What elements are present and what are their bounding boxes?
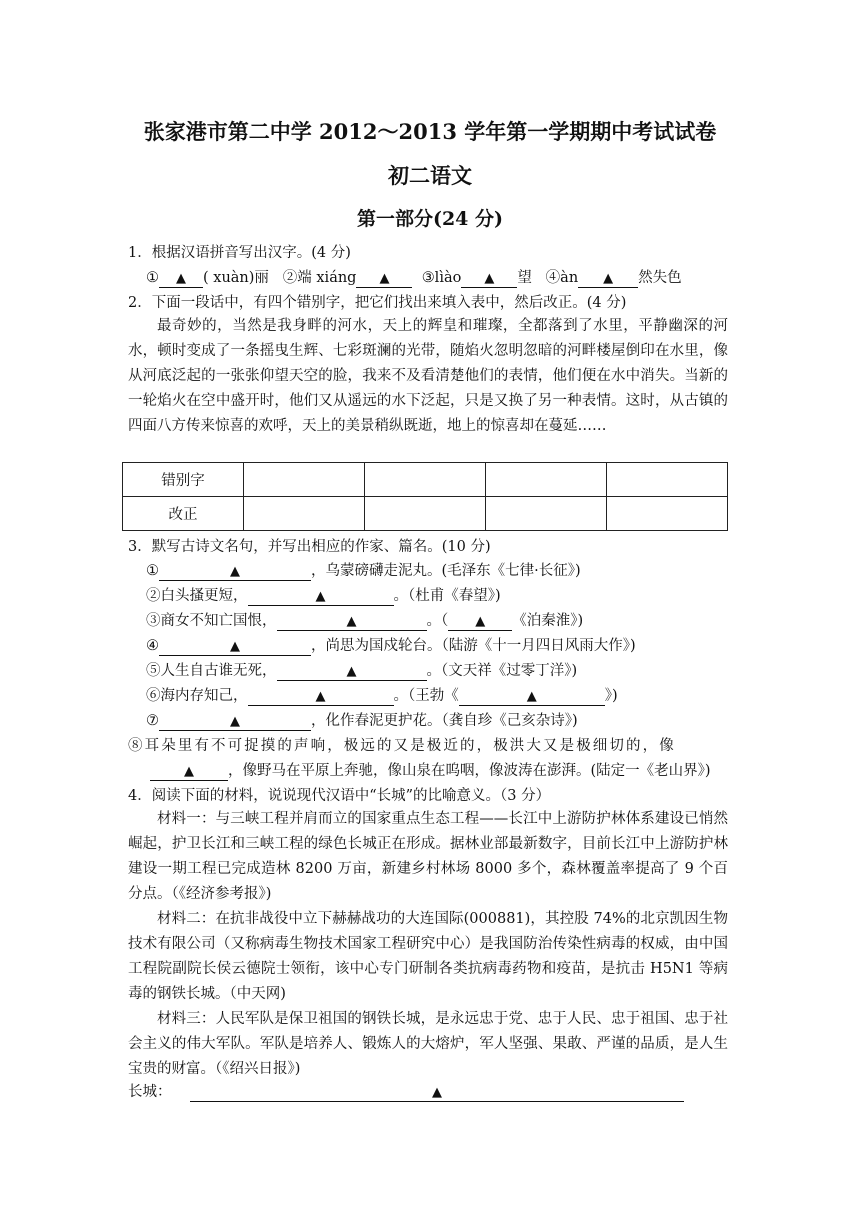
q1-blank-1[interactable] [159,269,203,288]
q3-line-1 [146,561,581,581]
q3-l5-pre: ⑤人生自古谁无死， [146,663,277,679]
subject-title: 初二语文 [388,163,472,188]
q1-blank-4[interactable] [578,269,638,288]
q3-blank-7[interactable] [159,712,311,731]
table-cell-input[interactable] [244,463,365,497]
q3-line-8b [150,761,711,781]
part-title: 第一部分(24 分) [356,208,504,230]
answer-marker-icon: ▲ [526,689,537,704]
error-correction-table [122,462,728,531]
q1-items [146,268,682,288]
q3-l8-post: ，像野马在平原上奔驰，像山泉在呜咽，像波涛在澎湃。(陆定一《老山界》) [228,763,711,779]
table-cell-input[interactable] [486,463,607,497]
q3-l3-pre: ③商女不知亡国恨， [146,613,277,629]
table-cell-input[interactable] [486,497,607,531]
q3-l4-pre: ④ [146,638,159,654]
q2-stem: 2．下面一段话中，有四个错别字，把它们找出来填入表中，然后改正。(4 分) [128,295,627,311]
q4-material-2: 材料二：在抗非战役中立下赫赫战功的大连国际(000881)，其控股 74%的北京凯因生物技术有限公司（又称病毒生物技术国家工程研究中心）是我国防治传染性病毒的权威，由中国工程院副院长侯云德院士领衔，该中心专门研制各类抗病毒药物和疫苗，是抗击 H5N1 等病毒的钢铁长城。（中天网) [128,911,728,1002]
q1-item3-after: 望 [517,270,532,286]
q3-line-4 [146,636,636,656]
q3-l6-pre: ⑥海内存知己， [146,688,248,704]
table-row [123,497,728,531]
answer-marker-icon: ▲ [230,564,240,579]
q1-item1-num: ① [146,270,159,286]
q3-stem: 3．默写古诗文名句，并写出相应的作家、篇名。(10 分) [128,539,491,555]
q3-blank-6[interactable] [248,687,394,706]
table-cell-input[interactable] [365,497,486,531]
q3-l1-pre: ① [146,563,159,579]
table-row [123,463,728,497]
q2-passage: 最奇妙的，当然是我身畔的河水，天上的辉皇和璀璨，全都落到了水里，平静幽深的河水，顿时变成了一条摇曳生辉、七彩斑澜的光带，随焰火忽明忽暗的河畔楼屋倒印在水里，像从河底泛起的一张张仰望天空的脸，我来不及看清楚他们的表情，他们便在水中消失。当新的一轮焰火在空中盛开时，他们又从遥远的水下泛起，只是又换了另一种表情。这时，从古镇的四面八方传来惊喜的欢呼，天上的美景稍纵既逝，地上的惊喜却在蔓延…… [128,318,728,434]
q3-blank-1[interactable] [159,562,311,581]
q3-blank-6-title[interactable] [459,687,605,706]
q1-item3-pre: ③lìào [421,270,462,286]
q3-line-6 [146,686,618,706]
answer-marker-icon: ▲ [475,614,486,629]
q3-line-7 [146,711,578,731]
q4-answer-blank[interactable] [190,1083,684,1102]
q1-item2-pre: ②端 xiáng [282,270,357,286]
answer-marker-icon: ▲ [230,639,240,654]
q3-blank-5[interactable] [277,662,427,681]
q4-material-1: 材料一：与三峡工程并肩而立的国家重点生态工程——长江中上游防护林体系建设已悄然崛起，护卫长江和三峡工程的绿色长城正在形成。据林业部最新数字，目前长江中上游防护林建设一期工程已完成造林 8200 万亩，新建乡村林场 8000 多个，森林覆盖率提高了 9 个百分点。（《经济参考报》) [128,811,728,902]
q1-item1-after: ( xuàn)丽 [203,270,269,286]
answer-marker-icon: ▲ [315,689,326,704]
q4-answer-line [128,1082,684,1102]
q3-l6-post: 》) [604,688,618,704]
q3-l5-post: 。（文天祥《过零丁洋》) [426,663,578,679]
answer-marker-icon: ▲ [603,271,614,286]
q3-blank-3-author[interactable] [448,612,512,631]
q4-material-3: 材料三：人民军队是保卫祖国的钢铁长城，是永远忠于党、忠于人民、忠于祖国、忠于社会主义的伟大军队。军队是培养人、锻炼人的大熔炉，军人坚强、果敢、严谨的品质，是人生宝贵的财富。（《绍兴日报》) [128,1011,728,1077]
row-label-correction: 改正 [123,497,244,531]
q3-blank-2[interactable] [248,587,394,606]
q3-blank-8[interactable] [150,762,228,781]
q1-blank-3[interactable] [461,269,517,288]
q3-line-3 [146,611,583,631]
answer-marker-icon: ▲ [315,589,326,604]
q3-l3-post: 《泊秦淮》) [512,613,584,629]
q1-item4-pre: ④àn [545,270,579,286]
exam-title: 张家港市第二中学 2012～2013 学年第一学期期中考试试卷 [143,119,717,144]
table-cell-input[interactable] [244,497,365,531]
q1-blank-2[interactable] [356,269,412,288]
q3-l4-post: ，尚思为国戍轮台。（陆游《十一月四日风雨大作》) [311,638,636,654]
table-cell-input[interactable] [607,463,728,497]
q4-answer-label: 长城： [128,1084,172,1100]
q3-l3-mid: 。（ [426,613,449,629]
q3-l2-post: 。（杜甫《春望》) [393,588,501,604]
table-cell-input[interactable] [607,497,728,531]
answer-marker-icon: ▲ [484,271,495,286]
q3-l7-post: ，化作春泥更护花。（龚自珍《己亥杂诗》) [311,713,578,729]
answer-marker-icon: ▲ [176,271,186,286]
q3-line-5 [146,661,577,681]
q3-l7-pre: ⑦ [146,713,159,729]
q3-l6-mid: 。（王勃《 [393,688,459,704]
answer-marker-icon: ▲ [230,714,240,729]
q4-stem: 4．阅读下面的材料，说说现代汉语中“长城”的比喻意义。（3 分） [128,788,551,804]
table-cell-input[interactable] [365,463,486,497]
q1-stem: 1．根据汉语拼音写出汉字。(4 分) [128,245,351,261]
q3-l1-post: ，乌蒙磅礴走泥丸。(毛泽东《七律·长征》) [311,563,581,579]
q1-item4-after: 然失色 [638,270,682,286]
answer-marker-icon: ▲ [379,271,390,286]
answer-marker-icon: ▲ [346,614,357,629]
answer-marker-icon: ▲ [184,764,194,779]
answer-marker-icon: ▲ [431,1085,442,1100]
q3-blank-3[interactable] [277,612,427,631]
q3-l2-pre: ②白头搔更短， [146,588,248,604]
q3-line-2 [146,586,501,606]
row-label-wrong-chars: 错别字 [123,463,244,497]
q3-line-8a: ⑧耳朵里有不可捉摸的声响，极远的又是极近的，极洪大又是极细切的，像 [128,738,676,754]
answer-marker-icon: ▲ [346,664,357,679]
q3-blank-4[interactable] [159,637,311,656]
